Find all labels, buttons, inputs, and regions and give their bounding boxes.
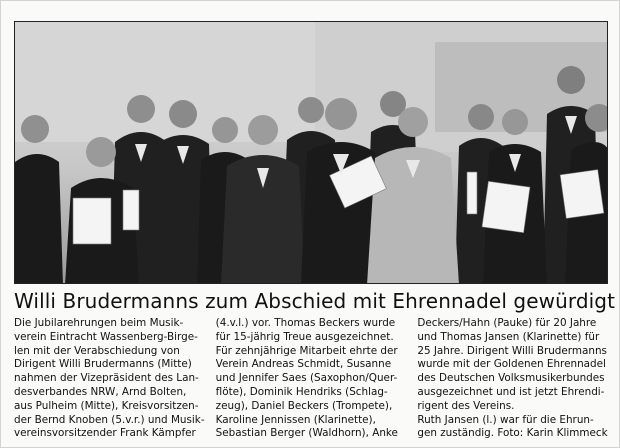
article-body bbox=[14, 317, 608, 443]
text-line: aus Pulheim (Mitte), Kreisvorsitzen- bbox=[14, 399, 199, 412]
text-line: rigent des Vereins. bbox=[417, 399, 515, 412]
article-column-3 bbox=[417, 317, 608, 443]
text-line: und Thomas Jansen (Klarinette) für bbox=[417, 330, 600, 343]
text-line: Karoline Jennissen (Klarinette), bbox=[215, 413, 376, 426]
headline: Willi Brudermanns zum Abschied mit Ehrennadel gewürdigt bbox=[14, 289, 616, 313]
text-line: (4.v.l.) vor. Thomas Beckers wurde bbox=[215, 317, 396, 329]
text-line: Deckers/Hahn (Pauke) für 20 Jahre bbox=[417, 317, 597, 329]
article-column-2 bbox=[216, 317, 407, 443]
article-column-1 bbox=[14, 317, 205, 443]
text-line: Sebastian Berger (Waldhorn), Anke bbox=[215, 427, 398, 440]
text-line: ausgezeichnet und ist jetzt Ehrendi- bbox=[417, 385, 605, 398]
photo-illustration bbox=[15, 22, 608, 284]
text-line: Für zehnjährige Mitarbeit ehrte der bbox=[215, 344, 398, 357]
text-line: vereinsvorsitzender Frank Kämpfer bbox=[14, 427, 196, 440]
text-line: der Bernd Knoben (5.v.r.) und Musik- bbox=[14, 413, 205, 426]
text-line: Ruth Jansen (l.) war für die Ehrun- bbox=[417, 413, 594, 426]
text-line: für 15-jährig Treue ausgezeichnet. bbox=[215, 330, 394, 343]
text-line: flöte), Dominik Hendriks (Schlag- bbox=[215, 385, 388, 398]
text-line: Die Jubilarehrungen beim Musik- bbox=[14, 317, 184, 329]
text-line: und Jennifer Saes (Saxophon/Quer- bbox=[215, 372, 398, 385]
text-line: len mit der Verabschiedung von bbox=[14, 344, 180, 357]
text-line: Verein Andreas Schmidt, Susanne bbox=[215, 358, 392, 371]
text-line: wurde mit der Goldenen Ehrennadel bbox=[417, 358, 606, 371]
text-line: 25 Jahre. Dirigent Willi Brudermanns bbox=[417, 344, 607, 357]
text-line: desverbandes NRW, Arnd Bolten, bbox=[14, 385, 187, 398]
text-line: Dirigent Willi Brudermanns (Mitte) bbox=[14, 358, 192, 371]
text-line: gen zuständig. Foto: Karin Klimmeck bbox=[417, 427, 608, 440]
text-line: zeug), Daniel Beckers (Trompete), bbox=[215, 399, 393, 412]
text-line: verein Eintracht Wassenberg-Birge- bbox=[14, 330, 198, 343]
text-line: des Deutschen Volksmusikerbundes bbox=[417, 372, 605, 385]
group-photo bbox=[14, 21, 608, 284]
text-line: nahmen der Vizepräsident des Lan- bbox=[14, 372, 199, 385]
